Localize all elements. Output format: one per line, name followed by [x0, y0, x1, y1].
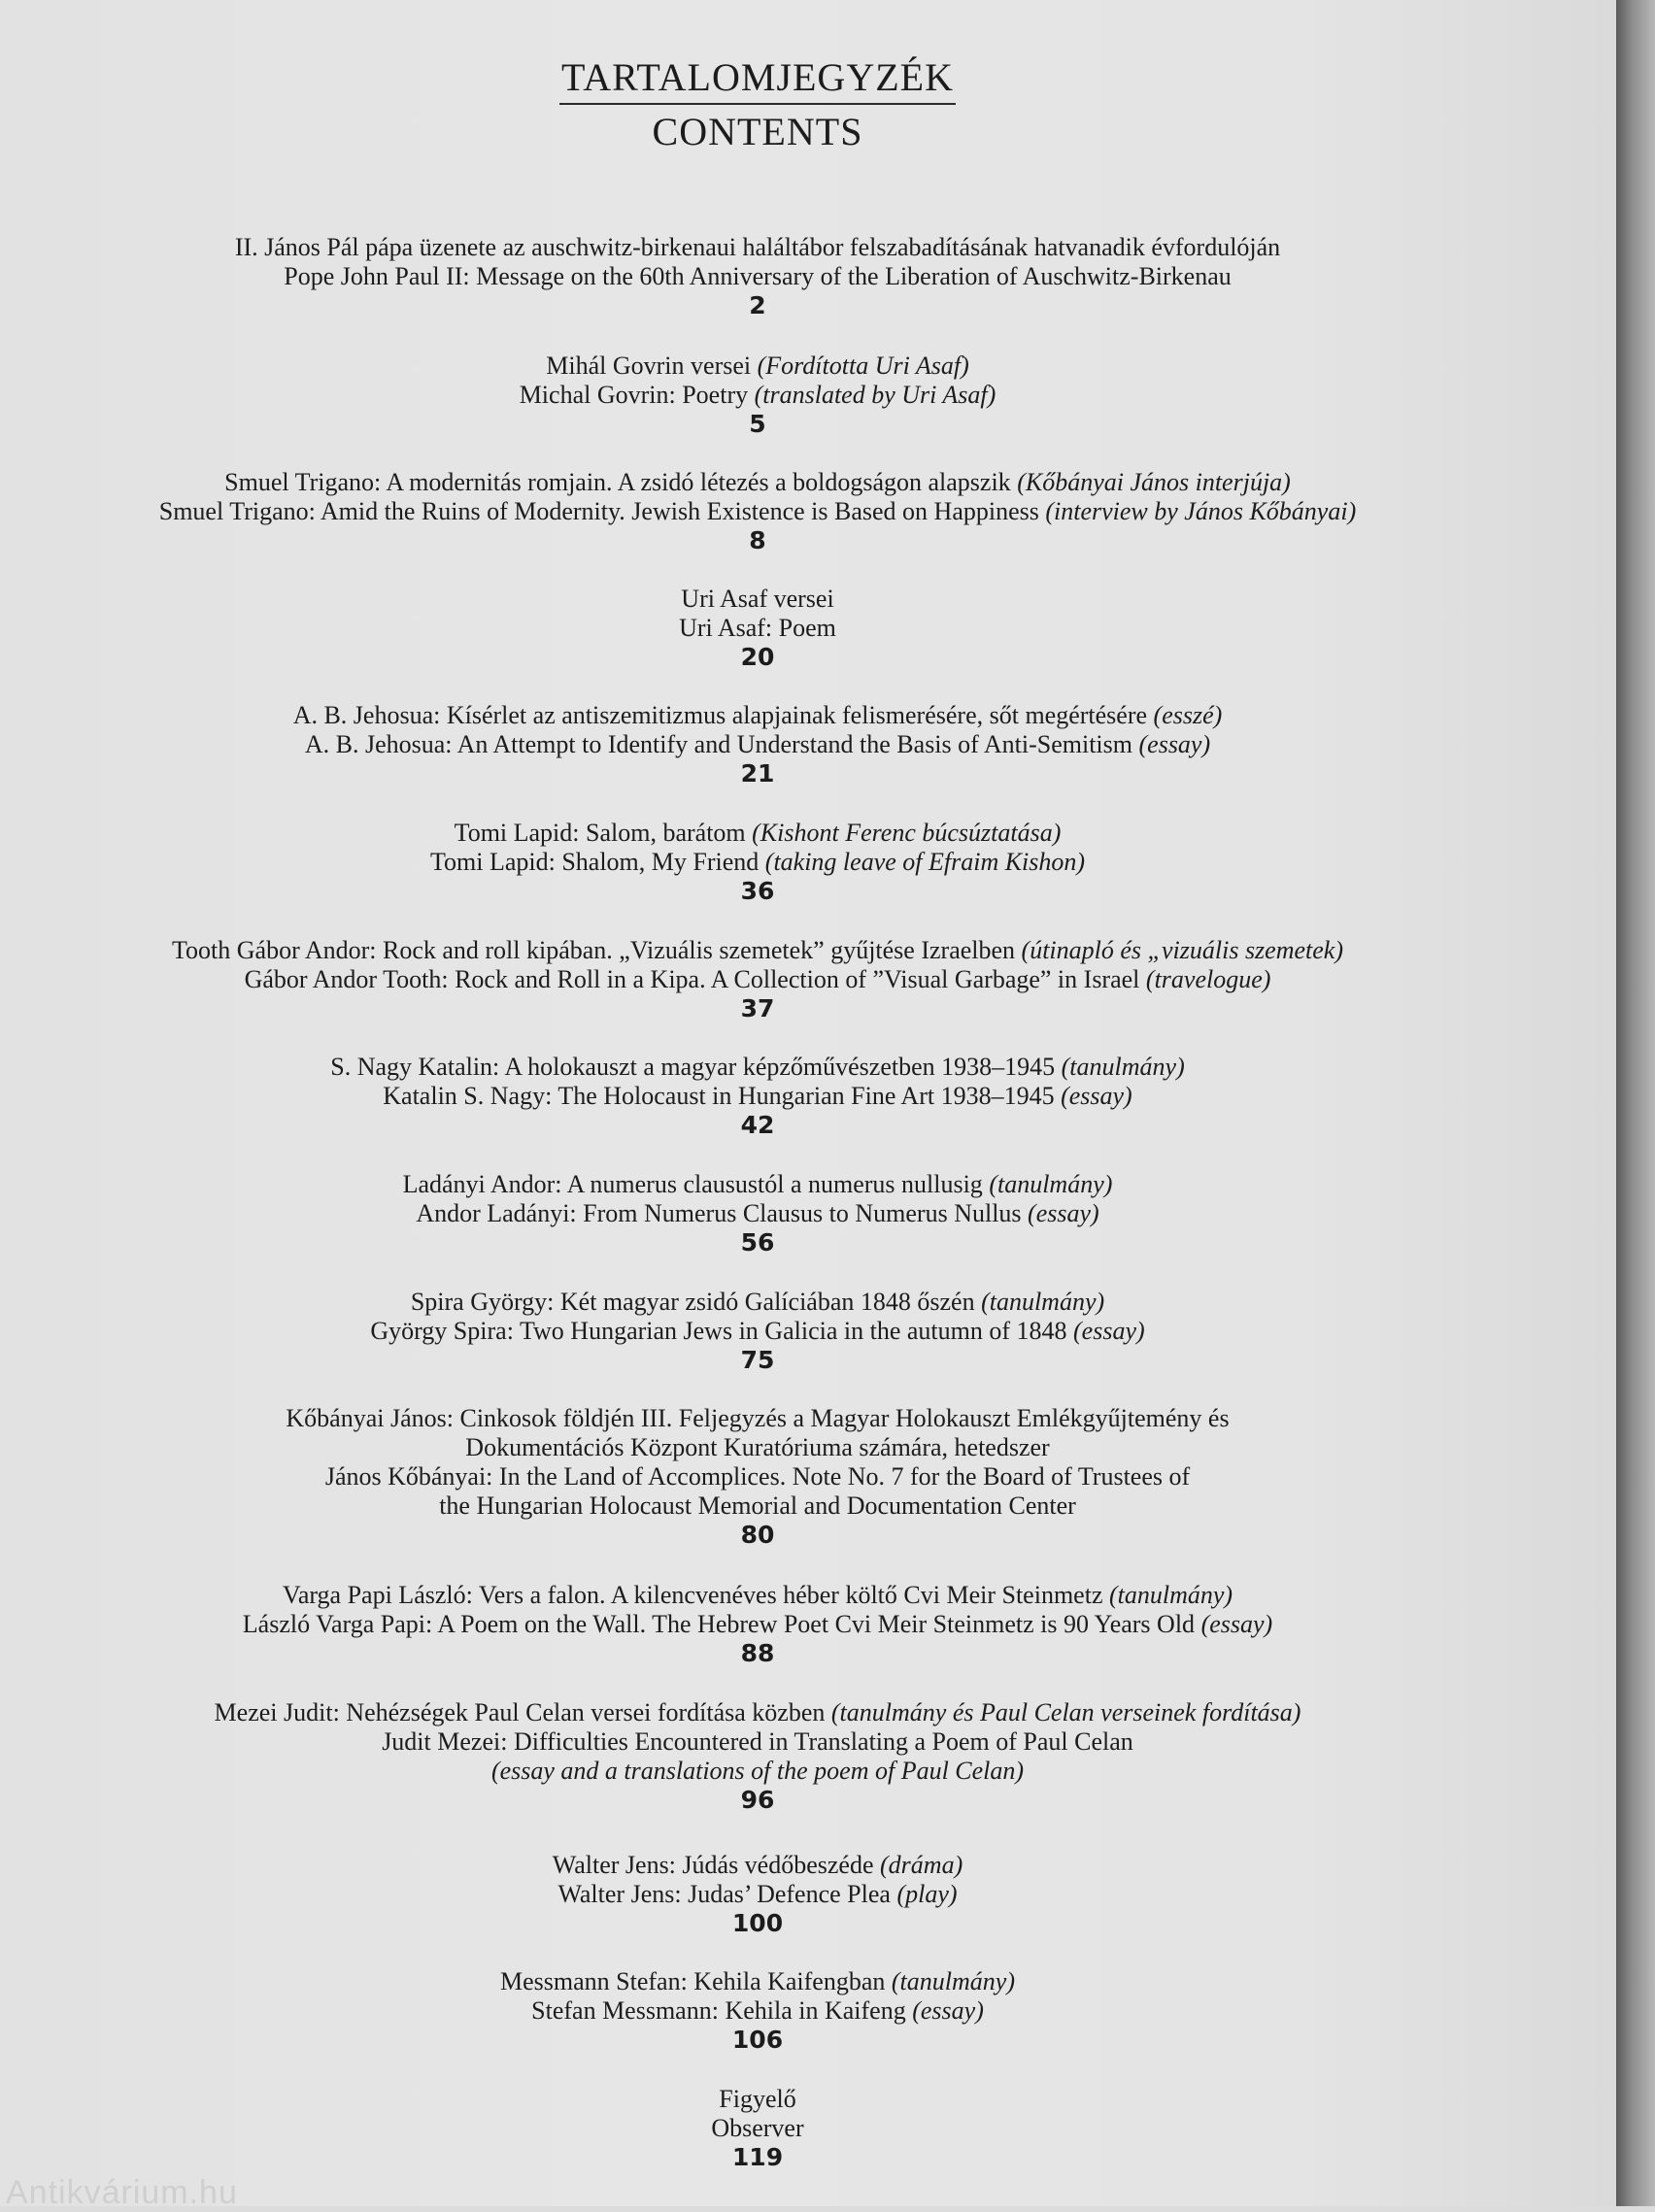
toc-entry-line — [0, 1462, 1515, 1491]
toc-entry-line — [0, 1610, 1515, 1639]
toc-entry-line — [0, 819, 1515, 848]
toc-page-number: 2 — [749, 291, 766, 319]
toc-page-number: 106 — [731, 2026, 784, 2054]
toc-entry-title: Pope John Paul II: Message on the 60th Anniversary of the Liberation of Auschwitz-Birkenau — [284, 262, 1232, 290]
toc-page-number: 96 — [740, 1786, 775, 1814]
toc-entry-title: Uri Asaf versei — [681, 585, 834, 613]
toc-entry-line — [0, 262, 1515, 291]
toc-page-number: 20 — [740, 643, 775, 671]
toc-entry-title: II. János Pál pápa üzenete az auschwitz-birkenaui haláltábor felszabadításának hatvanadik évfordulóján — [234, 233, 1281, 261]
toc-entry-title: Uri Asaf: Poem — [679, 614, 836, 642]
toc-entry-line — [0, 1404, 1515, 1433]
toc-entry-note: (Kishont Ferenc búcsúztatása) — [752, 819, 1062, 847]
toc-entry-title: Messmann Stefan: Kehila Kaifengban — [500, 1967, 892, 1995]
toc-entry-note: (translated by Uri Asaf) — [754, 381, 996, 409]
toc-entry-title: Mihál Govrin versei — [546, 352, 758, 380]
toc-entry-line — [0, 965, 1515, 994]
toc-entry-title: Walter Jens: Judas’ Defence Plea — [557, 1880, 897, 1908]
toc-page-number: 119 — [731, 2143, 784, 2171]
toc-entry-note: (tanulmány) — [989, 1170, 1113, 1198]
toc-page-number: 56 — [740, 1228, 775, 1257]
toc-entry — [0, 1288, 1515, 1375]
toc-entry — [0, 1851, 1515, 1938]
toc-entry-note: (útinapló és „vizuális szemetek) — [1021, 936, 1343, 964]
toc-entry-line — [0, 1317, 1515, 1346]
toc-entry — [0, 352, 1515, 439]
toc-entry-note: (tanulmány és Paul Celan verseinek fordítása) — [830, 1698, 1301, 1726]
toc-entry-title: Gábor Andor Tooth: Rock and Roll in a Kipa. A Collection of ”Visual Garbage” in Israel — [244, 965, 1146, 993]
toc-entry-line — [0, 730, 1515, 759]
toc-page-number: 75 — [740, 1346, 775, 1374]
toc-entry-title: Observer — [711, 2114, 804, 2142]
toc-entry-line — [0, 1698, 1515, 1727]
toc-entry — [0, 585, 1515, 672]
toc-entry — [0, 936, 1515, 1023]
toc-entry — [0, 468, 1515, 555]
toc-entry-line — [0, 1581, 1515, 1610]
toc-entry-title: Smuel Trigano: Amid the Ruins of Modernity. Jewish Existence is Based on Happiness — [158, 497, 1046, 525]
toc-entry-line — [0, 2114, 1515, 2143]
toc-entry-note: (taking leave of Efraim Kishon) — [764, 848, 1086, 876]
toc-entry-note: (interview by János Kőbányai) — [1045, 497, 1357, 525]
toc-entry-title: Walter Jens: Júdás védőbeszéde — [552, 1851, 881, 1879]
toc-page-number: 88 — [740, 1639, 775, 1667]
toc-entry-note: (essay and a translations of the poem of Paul Celan) — [490, 1757, 1025, 1785]
toc-entry-note: (essay) — [1061, 1082, 1132, 1110]
toc-entry-line — [0, 1967, 1515, 1996]
toc-entry-note: (Fordította Uri Asaf) — [757, 352, 969, 380]
toc-entry-title: Ladányi Andor: A numerus clausustól a numerus nullusig — [402, 1170, 990, 1198]
toc-entry-title: Judit Mezei: Difficulties Encountered in Translating a Poem of Paul Celan — [382, 1727, 1133, 1756]
toc-entry-line — [0, 2085, 1515, 2114]
toc-entry-line — [0, 1433, 1515, 1462]
toc-entry-title: Spira György: Két magyar zsidó Galíciában 1848 őszén — [410, 1288, 982, 1316]
contents-header — [0, 56, 1515, 153]
toc-entry-line — [0, 1880, 1515, 1909]
toc-page-number: 100 — [731, 1909, 784, 1937]
toc-entry-line — [0, 1170, 1515, 1199]
toc-entry-note: (tanulmány) — [1108, 1581, 1233, 1609]
toc-entry-title: Stefan Messmann: Kehila in Kaifeng — [531, 1996, 913, 2025]
toc-entry-line — [0, 233, 1515, 262]
toc-entry-line — [0, 1491, 1515, 1521]
toc-entry-line — [0, 468, 1515, 497]
toc-entry-line — [0, 1996, 1515, 2026]
toc-entry-line — [0, 1727, 1515, 1757]
toc-entry — [0, 1967, 1515, 2055]
toc-page-number: 37 — [740, 994, 775, 1022]
toc-entry-title: Andor Ladányi: From Numerus Clausus to Numerus Nullus — [416, 1199, 1029, 1227]
toc-entry-title: S. Nagy Katalin: A holokauszt a magyar képzőművészetben 1938–1945 — [330, 1053, 1062, 1081]
toc-entry-line — [0, 585, 1515, 614]
toc-entry — [0, 1170, 1515, 1257]
toc-entry — [0, 1698, 1515, 1815]
toc-entry-line — [0, 1053, 1515, 1082]
toc-entry-line — [0, 352, 1515, 381]
toc-entry-line — [0, 1851, 1515, 1880]
toc-entry-line — [0, 381, 1515, 410]
toc-entry-title: Michal Govrin: Poetry — [519, 381, 755, 409]
toc-entry-title: György Spira: Two Hungarian Jews in Galicia in the autumn of 1848 — [370, 1317, 1074, 1345]
toc-entry-line — [0, 1199, 1515, 1228]
toc-entry-note: (essay) — [912, 1996, 984, 2025]
toc-entry — [0, 701, 1515, 788]
toc-entry — [0, 2085, 1515, 2172]
toc-page-number: 21 — [740, 759, 775, 788]
toc-entry-title: Tooth Gábor Andor: Rock and roll kipában. „Vizuális szemetek” gyűjtése Izraelben — [171, 936, 1022, 964]
toc-entry-title: Kőbányai János: Cinkosok földjén III. Feljegyzés a Magyar Holokauszt Emlékgyűjtemény és — [286, 1404, 1230, 1432]
toc-entry-note: (Kőbányai János interjúja) — [1017, 468, 1291, 496]
toc-entry-note: (tanulmány) — [981, 1288, 1105, 1316]
toc-entry-line — [0, 497, 1515, 526]
toc-entry-note: (essay) — [1138, 730, 1211, 758]
toc-entry-line — [0, 1082, 1515, 1111]
toc-entry-note: (esszé) — [1153, 701, 1223, 729]
toc-entry-line — [0, 701, 1515, 730]
toc-entry — [0, 819, 1515, 906]
toc-entry-note: (essay) — [1028, 1199, 1099, 1227]
toc-entry-note: (travelogue) — [1145, 965, 1271, 993]
toc-entry — [0, 233, 1515, 320]
toc-entry-note: (essay) — [1073, 1317, 1145, 1345]
toc-entry-title: Tomi Lapid: Salom, barátom — [454, 819, 753, 847]
toc-entry-line — [0, 1757, 1515, 1786]
toc-page-number: 80 — [740, 1521, 775, 1549]
toc-entry-line — [0, 1288, 1515, 1317]
toc-entry-title: János Kőbányai: In the Land of Accomplices. Note No. 7 for the Board of Trustees of — [324, 1462, 1191, 1491]
toc-entry-note: (play) — [896, 1880, 958, 1908]
toc-entry — [0, 1581, 1515, 1668]
toc-entry-title: A. B. Jehosua: Kísérlet az antiszemitizmus alapjainak felismerésére, sőt megértésére — [292, 701, 1154, 729]
toc-entry-title: Mezei Judit: Nehézségek Paul Celan versei fordítása közben — [214, 1698, 831, 1726]
toc-page-number: 36 — [740, 877, 775, 905]
watermark-text: Antikvárium.hu — [6, 2174, 238, 2211]
toc-entry-title: Tomi Lapid: Shalom, My Friend — [429, 848, 765, 876]
toc-entry-title: Smuel Trigano: A modernitás romjain. A zsidó létezés a boldogságon alapszik — [224, 468, 1018, 496]
toc-entry-title: the Hungarian Holocaust Memorial and Documentation Center — [439, 1491, 1076, 1520]
page-title-hungarian: TARTALOMJEGYZÉK — [559, 56, 956, 105]
page-edge — [1616, 0, 1655, 2206]
toc-page-number: 42 — [740, 1111, 775, 1139]
toc-page-number: 8 — [749, 526, 766, 554]
toc-entry-title: László Varga Papi: A Poem on the Wall. The Hebrew Poet Cvi Meir Steinmetz is 90 Years Old — [242, 1610, 1201, 1638]
toc-entry-title: Katalin S. Nagy: The Holocaust in Hungarian Fine Art 1938–1945 — [383, 1082, 1062, 1110]
toc-entry — [0, 1404, 1515, 1550]
toc-entry-line — [0, 848, 1515, 877]
toc-entry-note: (tanulmány) — [1061, 1053, 1185, 1081]
page-title-english: CONTENTS — [652, 110, 863, 153]
toc-entry-title: Figyelő — [719, 2085, 796, 2113]
toc-page-number: 5 — [749, 410, 766, 438]
toc-entry-title: A. B. Jehosua: An Attempt to Identify and Understand the Basis of Anti-Semitism — [304, 730, 1139, 758]
toc-entry-title: Varga Papi László: Vers a falon. A kilencvenéves héber költő Cvi Meir Steinmetz — [282, 1581, 1109, 1609]
toc-entry-line — [0, 936, 1515, 965]
toc-entry-note: (dráma) — [880, 1851, 963, 1879]
toc-entry-note: (tanulmány) — [891, 1967, 1015, 1995]
toc-entry-line — [0, 614, 1515, 643]
toc-entry-title: Dokumentációs Központ Kuratóriuma számára, hetedszer — [465, 1433, 1050, 1461]
toc-entry-note: (essay) — [1200, 1610, 1273, 1638]
toc-entry — [0, 1053, 1515, 1140]
